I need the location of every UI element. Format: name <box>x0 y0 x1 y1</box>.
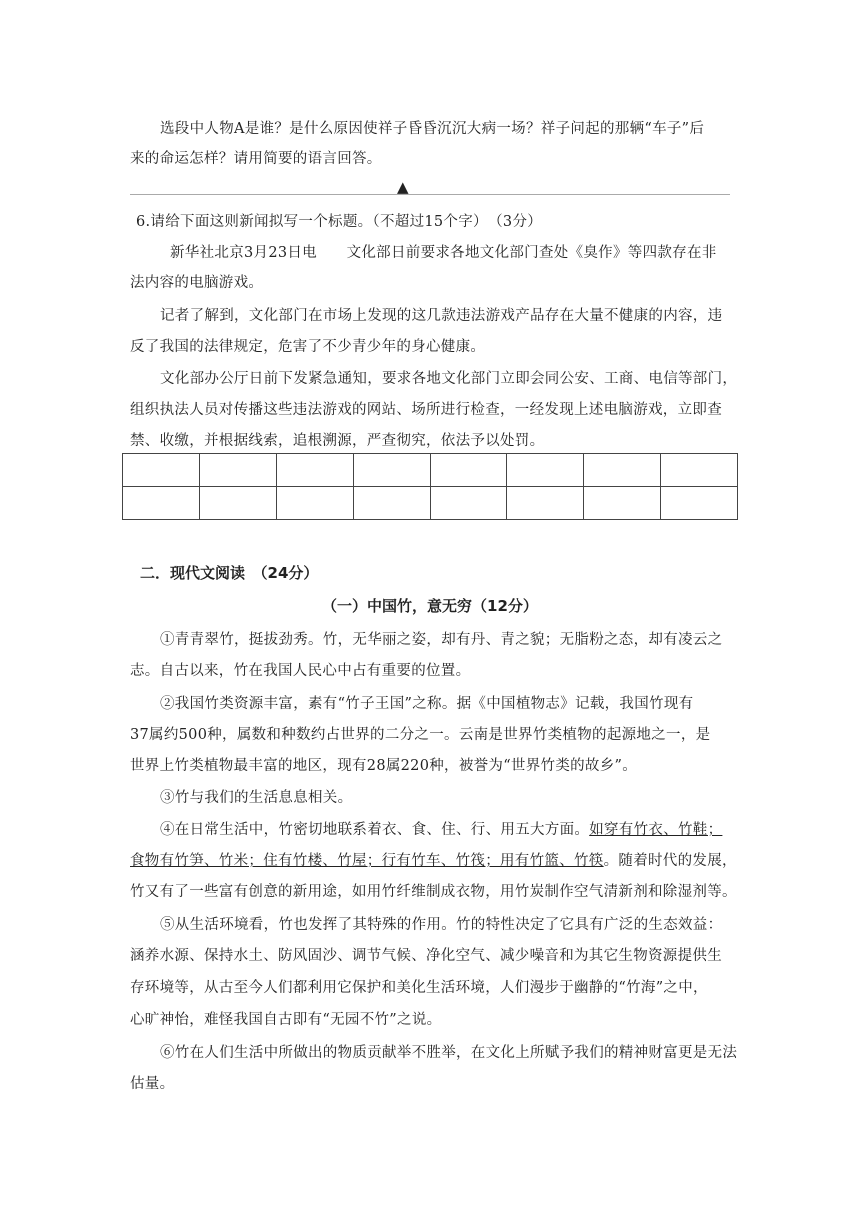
paragraph4-line2 <box>130 849 737 870</box>
answer-marker-triangle: ▲ <box>397 178 409 196</box>
paragraph5-line4: 心旷神怡，难怪我国自古即有“无园不竹”之说。 <box>130 1012 442 1028</box>
paragraph4-underlined-text: 如穿有竹衣、竹鞋； <box>589 822 723 838</box>
question5-line2: 来的命运怎样？请用简要的语言回答。 <box>130 151 382 167</box>
answer-line <box>130 194 730 195</box>
answer-cell[interactable] <box>353 487 430 520</box>
answer-cell[interactable] <box>584 454 661 487</box>
news-p3-line1: 文化部办公厅日前下发紧急通知，要求各地文化部门立即会同公安、工商、电信等部门， <box>160 371 738 387</box>
answer-cell[interactable] <box>123 454 200 487</box>
answer-cell[interactable] <box>276 454 353 487</box>
answer-cell[interactable] <box>584 487 661 520</box>
paragraph1-line2: 志。自古以来，竹在我国人民心中占有重要的位置。 <box>130 663 471 679</box>
paragraph4-underlined-text: 食物有竹笋、竹米；住有竹楼、竹屋；行有竹车、竹筏；用有竹篮、竹筷 <box>130 853 604 869</box>
question5-line1: 选段中人物A是谁？是什么原因使祥子昏昏沉沉大病一场？祥子问起的那辆“车子”后 <box>160 121 705 137</box>
answer-grid-row <box>123 487 738 520</box>
answer-cell[interactable] <box>353 454 430 487</box>
headline-answer-grid <box>122 453 738 520</box>
answer-cell[interactable] <box>507 454 584 487</box>
news-p3-line2: 组织执法人员对传播这些违法游戏的网站、场所进行检查，一经发现上述电脑游戏，立即查 <box>130 402 722 418</box>
article-title: （一）中国竹，意无穷（12分） <box>322 597 538 615</box>
answer-cell[interactable] <box>430 454 507 487</box>
news-p2-line2: 反了我国的法律规定，危害了不少青少年的身心健康。 <box>130 339 486 355</box>
paragraph2-line2: 37属约500种，属数和种数约占世界的二分之一。云南是世界竹类植物的起源地之一，是 <box>130 727 711 743</box>
news-p1-line2: 法内容的电脑游戏。 <box>130 275 264 291</box>
paragraph4-line2-text: 。随着时代的发展， <box>603 853 737 869</box>
paragraph2-line1: ②我国竹类资源丰富，素有“竹子王国”之称。据《中国植物志》记载，我国竹现有 <box>160 696 694 712</box>
paragraph5-line1: ⑤从生活环境看，竹也发挥了其特殊的作用。竹的特性决定了它具有广泛的生态效益： <box>160 917 723 933</box>
answer-cell[interactable] <box>507 487 584 520</box>
paragraph4-line3: 竹又有了一些富有创意的新用途，如用竹纤维制成衣物，用竹炭制作空气清新剂和除湿剂等。 <box>130 884 737 900</box>
news-p2-line1: 记者了解到，文化部门在市场上发现的这几款违法游戏产品存在大量不健康的内容，违 <box>160 308 723 324</box>
paragraph2-line3: 世界上竹类植物最丰富的地区，现有28属220种，被誉为“世界竹类的故乡”。 <box>130 758 638 774</box>
paragraph5-line3: 存环境等，从古至今人们都利用它保护和美化生活环境，人们漫步于幽静的“竹海”之中， <box>130 980 708 996</box>
question6-prompt: 6.请给下面这则新闻拟写一个标题。（不超过15个字） （3分） <box>136 214 543 230</box>
paragraph1-line1: ①青青翠竹，挺拔劲秀。竹，无华丽之姿，却有丹、青之貌；无脂粉之态，却有凌云之 <box>160 632 723 648</box>
paragraph6-line1: ⑥竹在人们生活中所做出的物质贡献举不胜举，在文化上所赋予我们的精神财富更是无法 <box>160 1045 738 1061</box>
answer-cell[interactable] <box>276 487 353 520</box>
answer-cell[interactable] <box>199 487 276 520</box>
answer-cell[interactable] <box>661 454 738 487</box>
paragraph5-line2: 涵养水源、保持水土、防风固沙、调节气候、净化空气、减少噪音和为其它生物资源提供生 <box>130 948 722 964</box>
section-heading: 二．现代文阅读 （24分） <box>140 564 319 582</box>
paragraph6-line2: 估量。 <box>130 1076 175 1092</box>
paragraph4-line1 <box>160 818 722 839</box>
answer-grid-row <box>123 454 738 487</box>
answer-cell[interactable] <box>199 454 276 487</box>
answer-cell[interactable] <box>123 487 200 520</box>
answer-cell[interactable] <box>661 487 738 520</box>
news-p1-line1: 新华社北京3月23日电 文化部日前要求各地文化部门查处《臭作》等四款存在非 <box>170 245 717 261</box>
paragraph3-line1: ③竹与我们的生活息息相关。 <box>160 790 353 806</box>
paragraph4-line1-text: ④在日常生活中，竹密切地联系着衣、食、住、行、用五大方面。 <box>160 822 590 838</box>
answer-cell[interactable] <box>430 487 507 520</box>
news-p3-line3: 禁、收缴，并根据线索，追根溯源，严查彻究，依法予以处罚。 <box>130 433 545 449</box>
